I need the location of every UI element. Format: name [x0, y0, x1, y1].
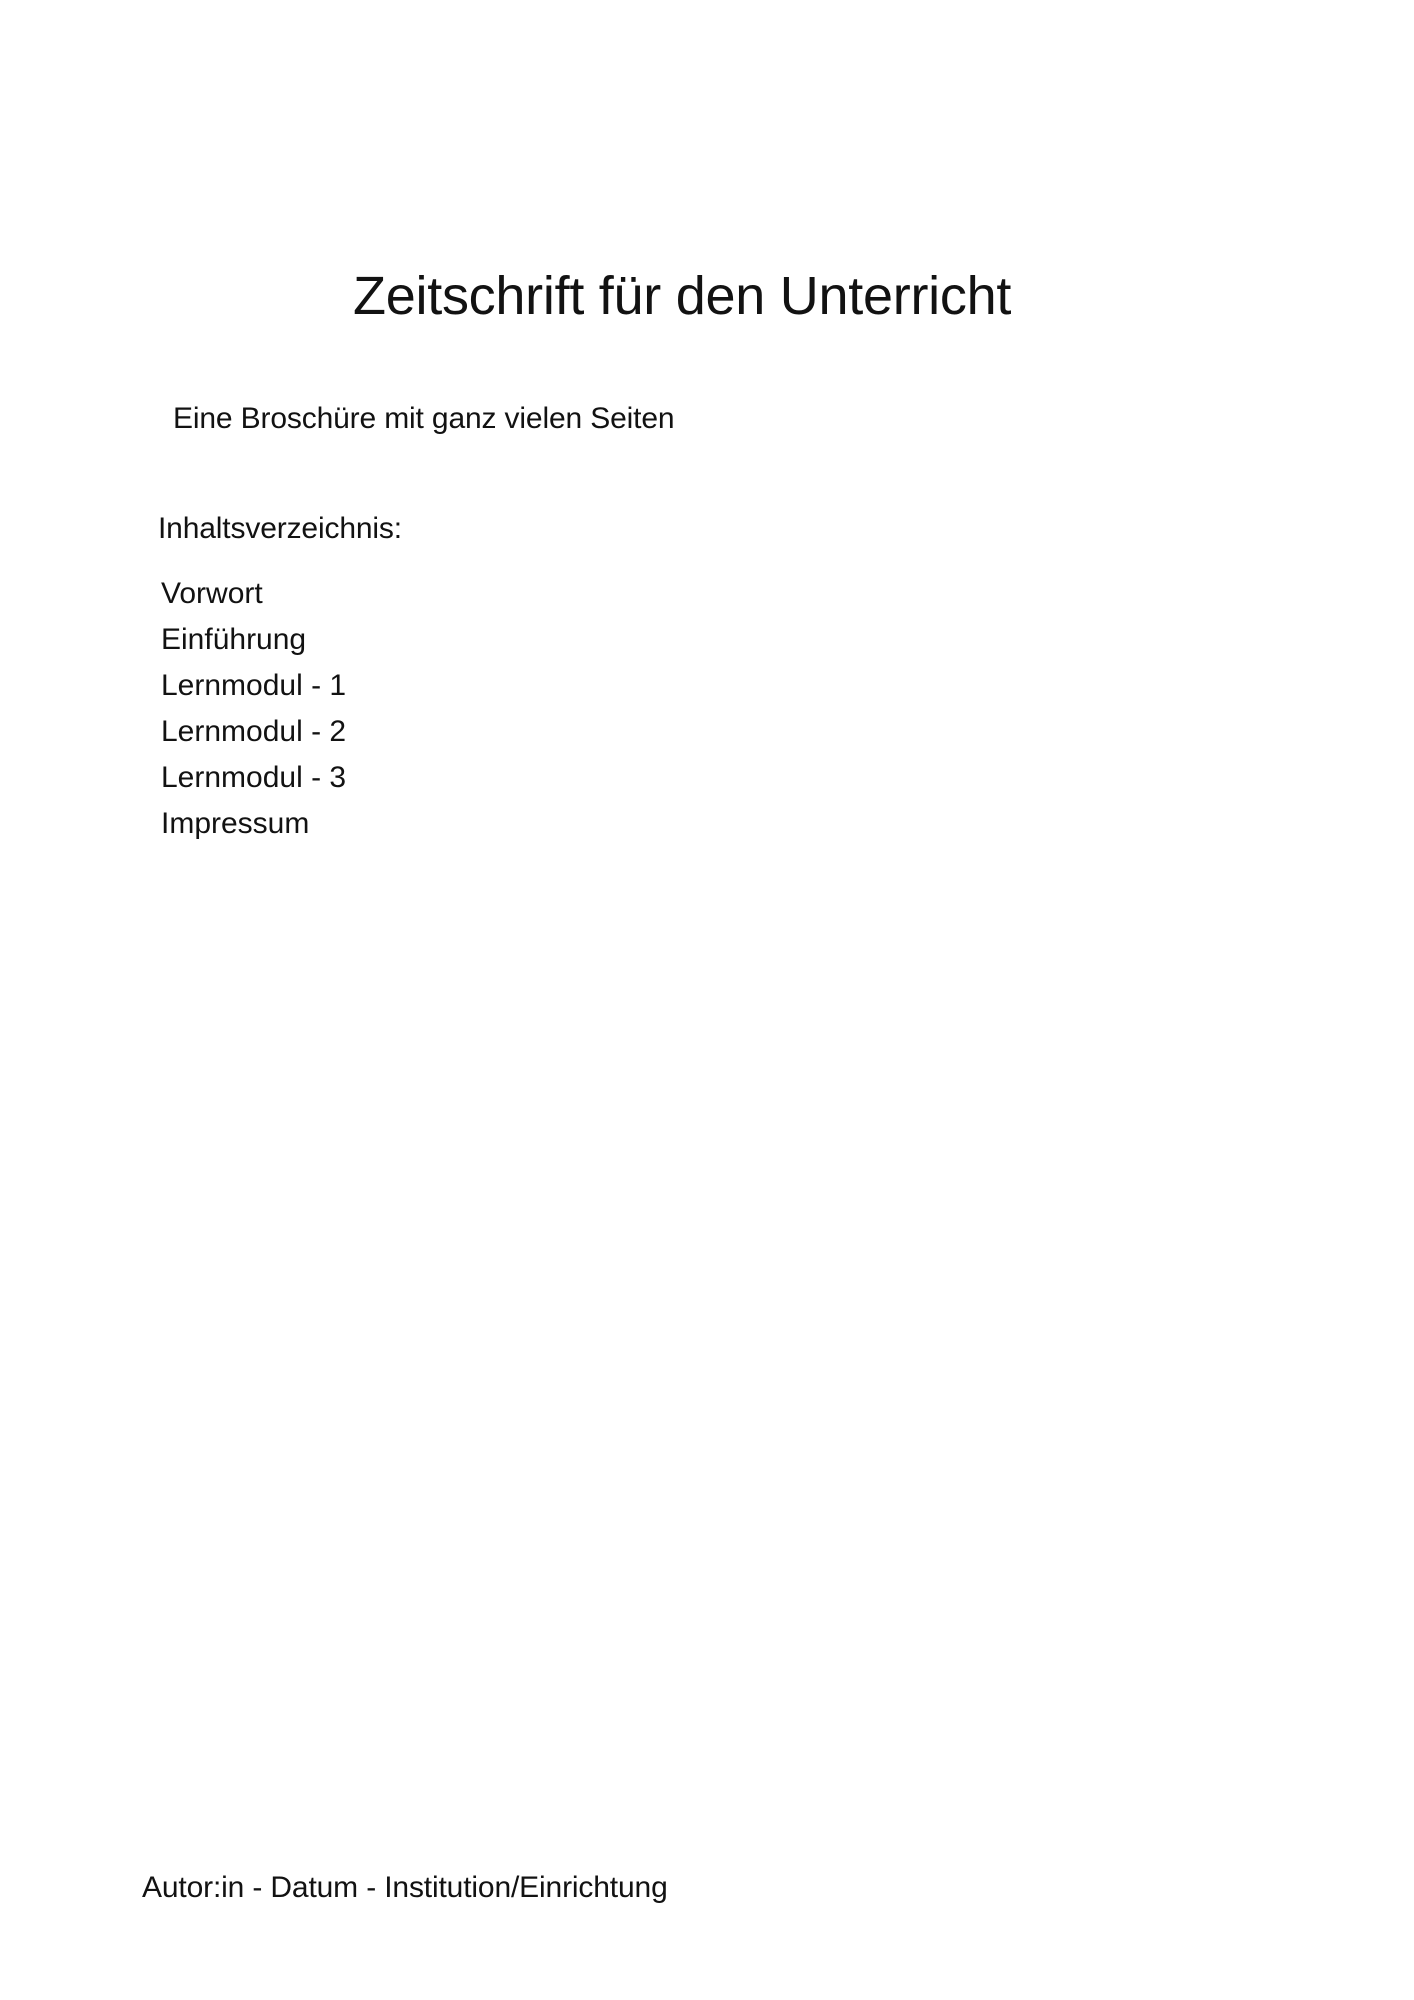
author-footer: Autor:in - Datum - Institution/Einrichtung	[142, 1871, 668, 1904]
page-title: Zeitschrift für den Unterricht	[353, 266, 1012, 327]
toc-item-lernmodul-2: Lernmodul - 2	[161, 715, 347, 748]
toc-list	[161, 571, 346, 847]
toc-item-lernmodul-1: Lernmodul - 1	[161, 669, 347, 702]
page-subtitle: Eine Broschüre mit ganz vielen Seiten	[173, 402, 675, 435]
toc-item-lernmodul-3: Lernmodul - 3	[161, 761, 347, 794]
toc-heading: Inhaltsverzeichnis:	[158, 512, 402, 545]
toc-item-vorwort: Vorwort	[161, 577, 263, 610]
toc-item-impressum: Impressum	[161, 807, 310, 840]
toc-item-einfuehrung: Einführung	[161, 623, 307, 656]
